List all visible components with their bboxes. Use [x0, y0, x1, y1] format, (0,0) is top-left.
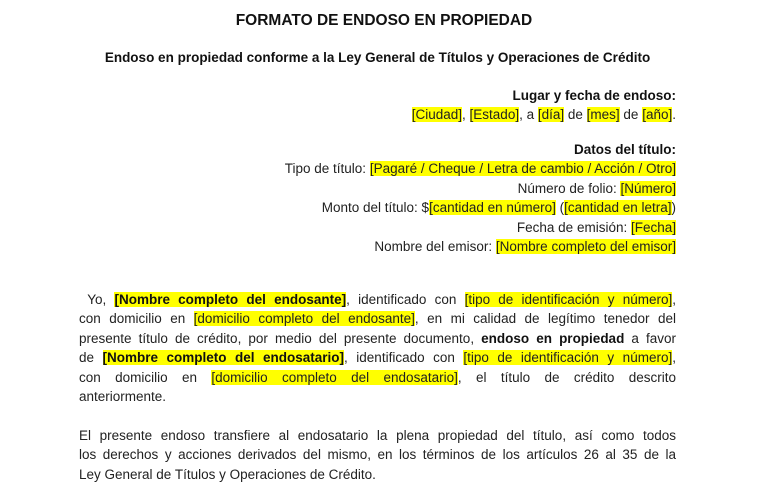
text-line — [79, 465, 676, 484]
text-line — [79, 368, 676, 387]
text-line — [79, 218, 676, 237]
text-line — [79, 179, 676, 198]
placeholder-field: [día] — [537, 107, 565, 123]
text-segment: de — [79, 350, 103, 366]
text-segment: ) — [671, 200, 676, 216]
section-lugar-fecha — [79, 86, 676, 125]
text-segment: Ley General de Títulos y Operaciones de Crédito. — [79, 466, 376, 482]
text-segment: con domicilio en — [79, 369, 212, 385]
text-segment: , a — [519, 107, 538, 123]
placeholder-field: [cantidad en letra] — [564, 200, 672, 216]
text-segment: , en mi calidad de legítimo tenedor del — [414, 311, 676, 327]
placeholder-field: [Nombre completo del emisor] — [495, 238, 676, 254]
text-segment: de — [564, 107, 587, 123]
text-line — [79, 105, 676, 124]
text-segment: los derechos y acciones derivados del mismo, en los términos de los artículos 26 al 35 de la — [79, 447, 676, 463]
bold-text: endoso en propiedad — [481, 330, 625, 346]
section-parrafo-transferencia — [79, 426, 676, 484]
text-segment: El presente endoso transfiere al endosatario la plena propiedad del título, así como todos — [79, 428, 676, 443]
text-segment: de — [619, 107, 643, 123]
text-segment: . — [672, 107, 676, 123]
text-segment: Número de folio: — [517, 180, 621, 196]
text-line — [79, 159, 676, 178]
section-datos-titulo — [79, 140, 676, 256]
placeholder-field: [tipo de identificación y número] — [463, 350, 673, 366]
text-line — [79, 86, 676, 105]
placeholder-field: [Estado] — [469, 107, 520, 123]
text-segment: , el título de crédito descrito — [457, 369, 676, 385]
text-line — [79, 237, 676, 256]
text-segment: anteriormente. — [79, 388, 167, 404]
text-line — [79, 329, 676, 348]
text-segment: presente título de crédito, por medio del presente documento, — [79, 330, 482, 346]
placeholder-field: [domicilio completo del endosatario] — [211, 369, 458, 385]
placeholder-field: [mes] — [586, 107, 620, 123]
text-segment: Yo, — [79, 292, 115, 307]
document-title: FORMATO DE ENDOSO EN PROPIEDAD — [235, 12, 533, 29]
section-parrafo-endoso — [79, 290, 676, 406]
placeholder-field: [cantidad en número] — [429, 200, 556, 216]
placeholder-field: [Número] — [620, 180, 676, 196]
text-segment: ( — [555, 200, 565, 216]
placeholder-field: [tipo de identificación y número] — [464, 292, 673, 307]
text-segment: Tipo de título: — [284, 161, 370, 177]
placeholder-field: [año] — [642, 107, 673, 123]
placeholder-field: [domicilio completo del endosante] — [193, 311, 415, 327]
text-line — [79, 348, 676, 367]
text-segment: con domicilio en — [79, 311, 194, 327]
placeholder-field: [Ciudad] — [411, 107, 463, 123]
text-segment: , — [462, 107, 470, 123]
text-line — [79, 426, 676, 445]
text-line — [79, 309, 676, 328]
text-line — [79, 445, 676, 464]
text-segment: Monto del título: $ — [321, 200, 430, 216]
text-segment: , — [672, 350, 676, 366]
bold-text: Datos del título: — [574, 142, 676, 157]
placeholder-field: [Nombre completo del endosante] — [114, 292, 347, 307]
text-line — [79, 387, 676, 406]
placeholder-field: [Nombre completo del endosatario] — [102, 350, 345, 366]
placeholder-field: [Fecha] — [630, 219, 676, 235]
text-line — [79, 198, 676, 217]
text-segment: a favor — [624, 330, 676, 346]
text-line — [79, 290, 676, 309]
text-segment: Fecha de emisión: — [516, 219, 631, 235]
placeholder-field: [Pagaré / Cheque / Letra de cambio / Acción / Otro] — [369, 161, 676, 177]
text-segment: , identificado con — [346, 292, 465, 307]
text-segment: , — [672, 292, 677, 307]
text-segment: , identificado con — [344, 350, 464, 366]
text-line — [79, 140, 676, 159]
text-segment: Nombre del emisor: — [374, 238, 496, 254]
document-subtitle: Endoso en propiedad conforme a la Ley General de Títulos y Operaciones de Crédito — [104, 50, 651, 65]
bold-text: Lugar y fecha de endoso: — [512, 88, 676, 103]
